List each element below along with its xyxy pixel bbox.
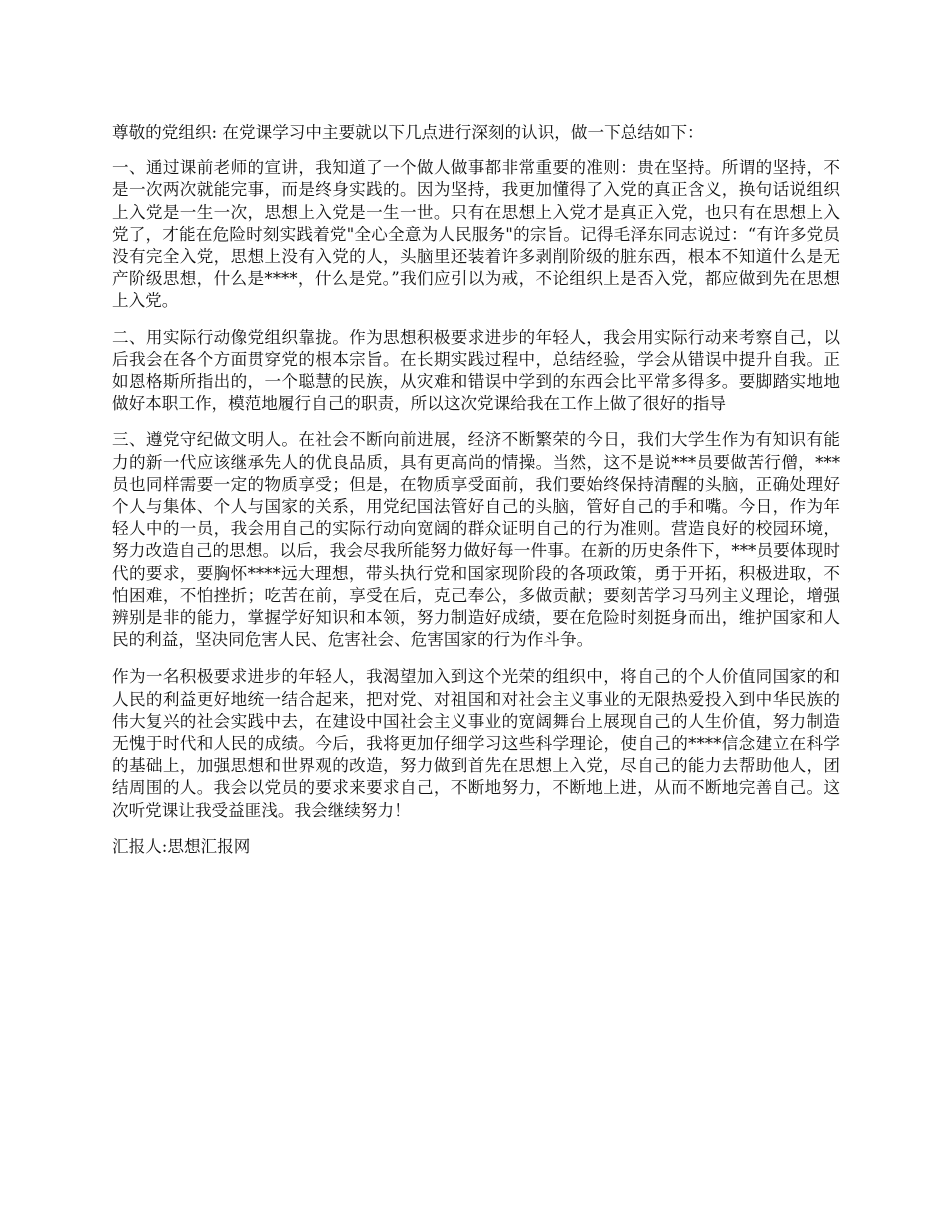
- paragraph-4: 作为一名积极要求进步的年轻人，我渴望加入到这个光荣的组织中，将自己的个人价值同国家的和人民的利益更好地统一结合起来，把对党、对祖国和对社会主义事业的无限热爱投入到中华民族的伟大复兴的社会实践中去，在建设中国社会主义事业的宽阔舞台上展现自己的人生价值，努力制造无愧于时代和人民的成绩。今后，我将更加仔细学习这些科学理论，使自己的****信念建立在科学的基础上，加强思想和世界观的改造，努力做到首先在思想上入党，尽自己的能力去帮助他人，团结周围的人。我会以党员的要求来要求自己，不断地努力，不断地上进，从而不断地完善自己。这次听党课让我受益匪浅。我会继续努力！: [112, 667, 840, 820]
- paragraph-1: 一、通过课前老师的宣讲，我知道了一个做人做事都非常重要的准则：贵在坚持。所谓的坚持，不是一次两次就能完事，而是终身实践的。因为坚持，我更加懂得了入党的真正含义，换句话说组织上入党是一生一次，思想上入党是一生一世。只有在思想上入党才是真正入党，也只有在思想上入党了，才能在危险时刻实践着党"全心全意为人民服务"的宗旨。记得毛泽东同志说过：“有许多党员没有完全入党，思想上没有入党的人，头脑里还装着许多剥削阶级的脏东西，根本不知道什么是无产阶级思想，什么是****，什么是党。”我们应引以为戒，不论组织上是否入党，都应做到先在思想上入党。: [112, 158, 840, 311]
- document-intro: 尊敬的党组织: 在党课学习中主要就以下几点进行深刻的认识，做一下总结如下：: [112, 123, 704, 142]
- paragraph-2: 二、用实际行动像党组织靠拢。作为思想积极要求进步的年轻人，我会用实际行动来考察自己，以后我会在各个方面贯穿党的根本宗旨。在长期实践过程中，总结经验，学会从错误中提升自我。正如恩格斯所指出的，一个聪慧的民族，从灾难和错误中学到的东西会比平常多得多。要脚踏实地地做好本职工作，模范地履行自己的职责，所以这次党课给我在工作上做了很好的指导: [112, 327, 840, 414]
- signature: 汇报人:思想汇报网: [112, 836, 251, 856]
- paragraph-3: 三、遵党守纪做文明人。在社会不断向前进展，经济不断繁荣的今日，我们大学生作为有知识有能力的新一代应该继承先人的优良品质，具有更高尚的情操。当然，这不是说***员要做苦行僧，***员也同样需要一定的物质享受；但是，在物质享受面前，我们要始终保持清醒的头脑，正确处理好个人与集体、个人与国家的关系，用党纪国法管好自己的头脑，管好自己的手和嘴。今日，作为年轻人中的一员，我会用自己的实际行动向宽阔的群众证明自己的行为准则。营造良好的校园环境，努力改造自己的思想。以后，我会尽我所能努力做好每一件事。在新的历史条件下，***员要体现时代的要求，要胸怀****远大理想，带头执行党和国家现阶段的各项政策，勇于开拓，积极进取，不怕困难，不怕挫折；吃苦在前，享受在后，克己奉公，多做贡献；要刻苦学习马列主义理论，增强辨别是非的能力，掌握学好知识和本领，努力制造好成绩，要在危险时刻挺身而出，维护国家和人民的利益，坚决同危害人民、危害社会、危害国家的行为作斗争。: [112, 430, 840, 650]
